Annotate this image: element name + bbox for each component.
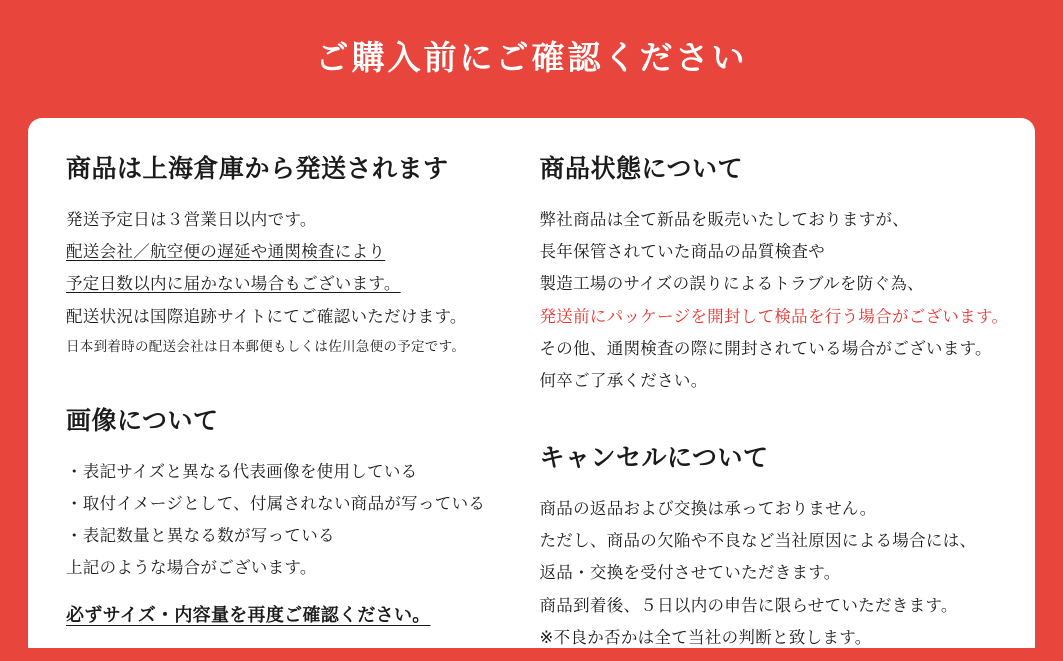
left-column — [66, 154, 532, 654]
right-column — [532, 154, 1009, 654]
shipping-line-2: 配送会社／航空便の遅延や通関検査により — [66, 243, 386, 262]
condition-line-2: 長年保管されていた商品の品質検査や — [539, 243, 826, 262]
condition-line-4: 発送前にパッケージを開封して検品を行う場合がございます。 — [539, 307, 1009, 326]
images-line-3: ・表記数量と異なる数が写っている — [66, 527, 335, 546]
section-images — [66, 406, 514, 634]
images-line-1: ・表記サイズと異なる代表画像を使用している — [66, 462, 418, 481]
condition-line-5: その他、通関検査の際に開封されている場合がございます。 — [539, 339, 992, 358]
cancel-line-5: ※不良か否かは全て当社の判断と致します。 — [539, 628, 872, 647]
content-columns — [66, 154, 1009, 654]
section-images-title: 画像について — [66, 406, 219, 435]
section-cancel — [540, 443, 998, 654]
images-line-2: ・取付イメージとして、付属されない商品が写っている — [66, 494, 486, 513]
images-line-5: 必ずサイズ・内容量を再度ご確認ください。 — [66, 605, 431, 626]
cancel-line-4: 商品到着後、５日以内の申告に限らせていただきます。 — [539, 596, 958, 615]
shipping-line-1: 発送予定日は３営業日以内です。 — [66, 211, 317, 229]
notice-card — [28, 118, 1035, 648]
images-line-4: 上記のような場合がございます。 — [66, 559, 317, 578]
shipping-line-3: 予定日数以内に届かない場合もございます。 — [66, 275, 401, 294]
page-title: ご購入前にご確認ください — [315, 39, 748, 76]
shipping-line-5: 日本到着時の配送会社は日本郵便もしくは佐川急便の予定です。 — [66, 338, 466, 354]
section-cancel-title: キャンセルについて — [539, 444, 769, 473]
section-shipping-title: 商品は上海倉庫から発送されます — [66, 155, 449, 183]
cancel-line-1: 商品の返品および交換は承っておりません。 — [539, 500, 877, 519]
section-condition — [539, 154, 1009, 397]
condition-line-1: 弊社商品は全て新品を販売いたしておりますが、 — [539, 211, 910, 229]
cancel-line-2: ただし、商品の欠陥や不良など当社原因による場合には、 — [539, 532, 977, 551]
shipping-line-4: 配送状況は国際追跡サイトにてご確認いただけます。 — [66, 307, 467, 326]
section-condition-title: 商品状態について — [539, 155, 744, 183]
section-shipping — [66, 154, 514, 360]
condition-line-6: 何卒ご了承ください。 — [539, 371, 708, 390]
condition-line-3: 製造工場のサイズの誤りによるトラブルを防ぐ為、 — [539, 275, 924, 294]
cancel-line-3: 返品・交換を受付させていただきます。 — [539, 564, 841, 583]
